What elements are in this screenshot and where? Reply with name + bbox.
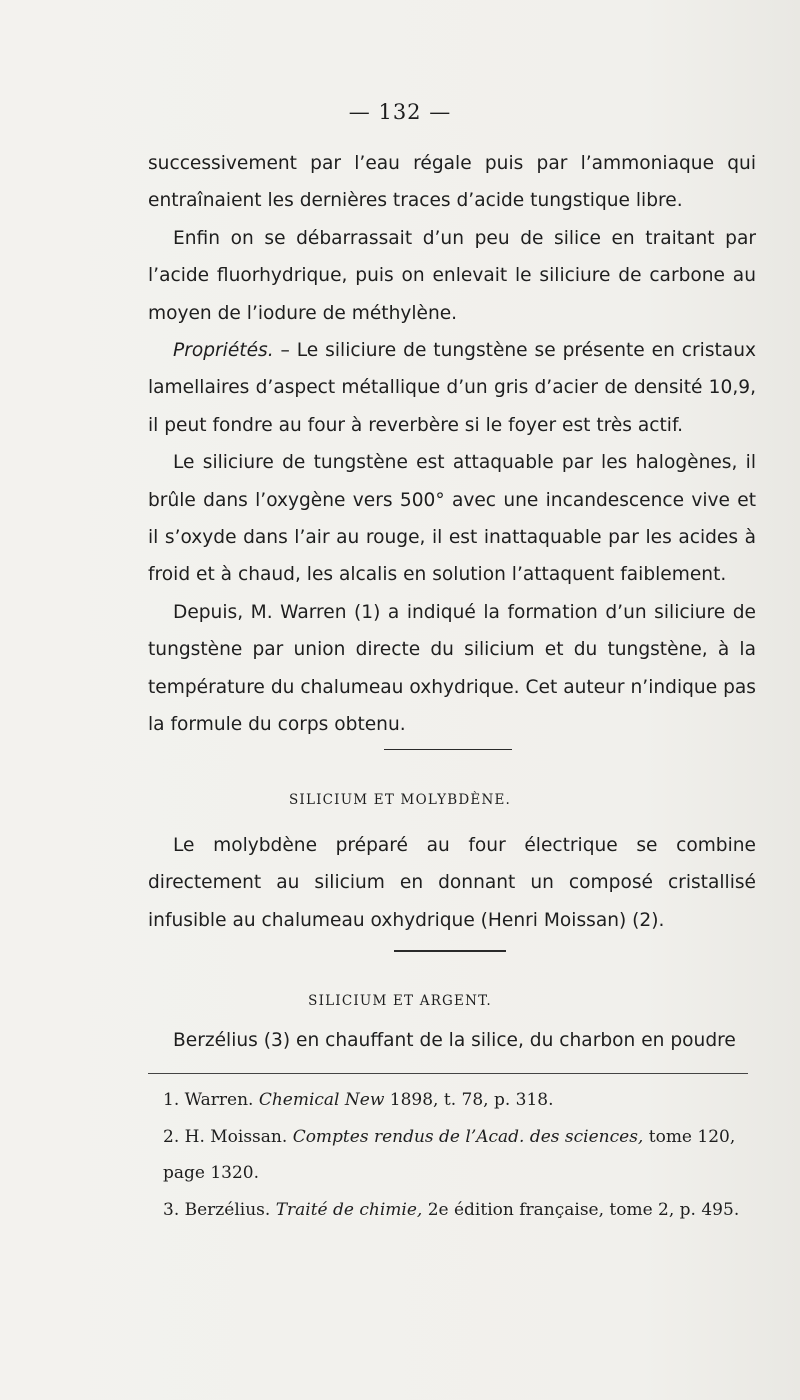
heading-silicium-molybdene: SILICIUM ET MOLYBDÈNE. xyxy=(288,792,512,808)
footnote-2: 2. H. Moissan. Comptes rendus de l’Acad. des sciences, tome 120, page 1320. xyxy=(163,1126,736,1183)
heading-silicium-argent: SILICIUM ET ARGENT. xyxy=(308,993,492,1009)
section-divider xyxy=(394,950,506,952)
page-number: — 132 — xyxy=(348,100,452,124)
paragraph: Le molybdène préparé au four électrique se combine directement au silicium en donnant un composé cristallisé infusible au chalumeau oxhydrique (Henri Moissan) (2). xyxy=(148,835,756,931)
paragraph-text: – Le siliciure de tungstène se présente en cristaux lamellaires d’aspect métallique d’un gris d’acier de densité 10,9, il peut fondre au four à reverbère si le foyer est très actif. xyxy=(148,340,756,436)
footnotes xyxy=(143,1082,755,1228)
main-text-block-2 xyxy=(148,827,756,939)
paragraph: Depuis, M. Warren (1) a indiqué la formation d’un siliciure de tungstène par union directe du silicium et du tungstène, à la température du chalumeau oxhydrique. Cet auteur n’indique pas la formule du corps obtenu. xyxy=(148,601,756,736)
main-text-block-1 xyxy=(148,145,756,744)
paragraph: Le siliciure de tungstène est attaquable par les halogènes, il brûle dans l’oxygène vers 500° avec une incandescence vive et il s’oxyde dans l’air au rouge, il est inattaquable par les acides à froid et à chaud, les alcalis en solution l’attaquent faiblement. xyxy=(148,452,756,586)
paragraph-properties xyxy=(148,332,756,444)
footnote-rule xyxy=(148,1073,748,1074)
section-label: Propriétés. xyxy=(173,340,274,362)
paragraph: Enfin on se débarrassait d’un peu de silice en traitant par l’acide fluorhydrique, puis on enlevait le siliciure de carbone au moyen de l’iodure de méthylène. xyxy=(148,227,756,324)
paragraph: Berzélius (3) en chauffant de la silice, du charbon en poudre xyxy=(173,1030,736,1051)
footnote-3: 3. Berzélius. Traité de chimie, 2e édition française, tome 2, p. 495. xyxy=(163,1199,740,1220)
footnote-1: 1. Warren. Chemical New 1898, t. 78, p. 318. xyxy=(163,1090,554,1110)
main-text-block-3 xyxy=(148,1022,756,1059)
paragraph: successivement par l’eau régale puis par l’ammoniaque qui entraînaient les dernières traces d’acide tungstique libre. xyxy=(148,153,756,212)
section-divider xyxy=(384,749,512,750)
